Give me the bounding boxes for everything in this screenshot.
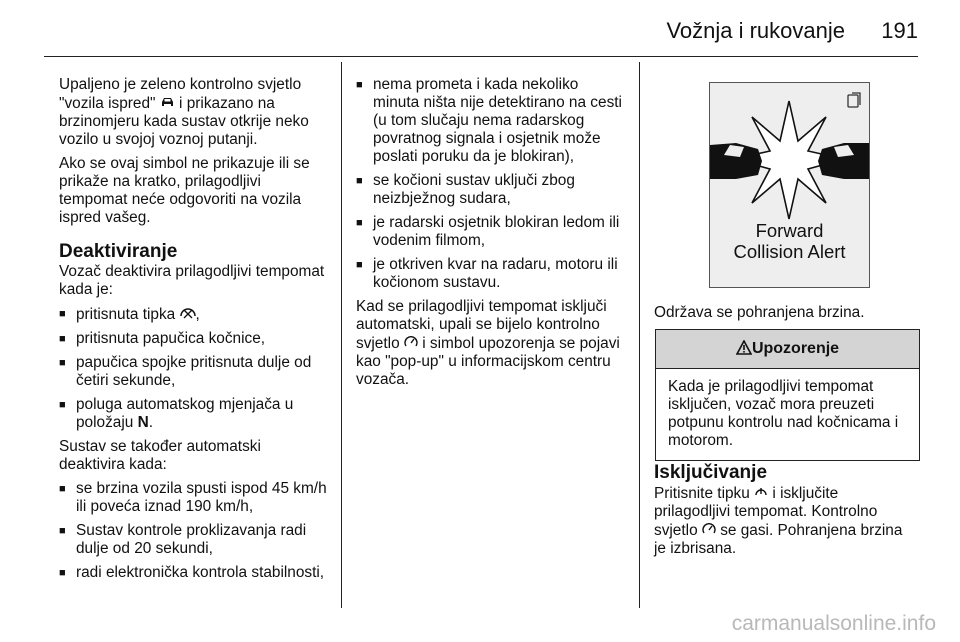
list-item: ■ papučica spojke pritisnuta dulje od četiri sekunde, — [59, 354, 312, 389]
cruise-power-icon — [754, 484, 768, 502]
warning-body: Kada je prilagodljivi tempomat isključen, vozač mora preuzeti potpunu kontrolu nad kočnicama i motorom. — [668, 378, 899, 449]
paragraph: Ako se ovaj simbol ne prikazuje ili se prikaže na kratko, prilagodljivi tempomat neće odgovoriti na vozila ispred vašeg. — [59, 155, 310, 226]
warning-triangle-icon — [736, 340, 752, 357]
gear-letter: N — [137, 414, 149, 431]
bullet-icon: ■ — [59, 483, 66, 495]
bullet-icon: ■ — [59, 399, 66, 411]
section-heading: Deaktiviranje — [59, 241, 178, 262]
paragraph: Vozač deaktivira prilagodljivi tempomat kada je: — [59, 263, 325, 298]
text: Upaljeno je zeleno kontrolno svjetlo "vozila ispred" — [59, 76, 302, 112]
paragraph — [59, 76, 329, 149]
bullet-icon: ■ — [59, 567, 66, 579]
page-header — [0, 0, 960, 62]
bullet-icon: ■ — [356, 79, 363, 91]
bullet-icon: ■ — [59, 333, 66, 345]
info-page-icon — [848, 95, 858, 107]
list-item: ■ se brzina vozila spusti ispod 45 km/h ili poveća iznad 190 km/h, — [59, 480, 327, 515]
paragraph: Sustav se također automatski deaktivira kada: — [59, 438, 261, 473]
car-front-icon — [160, 94, 175, 112]
text: i prikazano na brzinomjeru kada sustav otkrije neko vozilo u svojoj voznoj putanji. — [59, 95, 309, 148]
page-title: Vožnja i rukovanje — [666, 18, 845, 43]
warning-header — [656, 330, 919, 369]
column-divider-1 — [341, 62, 342, 608]
watermark: carmanualsonline.info — [731, 612, 936, 635]
paragraph: Kad se prilagodljivi tempomat isključi automatski, upali se bijelo kontrolno svjetlo i simbol upozorenja se pojavi kao "pop-up" u informacijskom centru vozača. — [356, 298, 620, 388]
list-item: ■ se kočioni sustav uključi zbog neizbježnog sudara, — [356, 172, 575, 207]
figure-caption: Forward Collision Alert — [733, 220, 846, 262]
list-item: ■ nema prometa i kada nekoliko minuta ništa nije detektirano na cesti (u tom slučaju nema radarskog povratnog signala i osjetnik može poslati poruku da je blokiran), — [356, 76, 622, 165]
cruise-cancel-icon — [180, 305, 196, 323]
bullet-list — [59, 480, 329, 582]
bullet-icon: ■ — [356, 259, 363, 271]
section-heading: Isključivanje — [654, 462, 768, 483]
list-item: ■ je radarski osjetnik blokiran ledom ili vodenim filmom, — [356, 214, 620, 249]
column-1 — [59, 76, 329, 588]
list-item: ■ pritisnuta tipka , — [59, 306, 200, 323]
list-item: ■ pritisnuta papučica kočnice, — [59, 330, 266, 347]
paragraph: Pritisnite tipku i isključite prilagodljivi tempomat. Kontrolno svjetlo se gasi. Pohranjena brzina je izbrisana. — [654, 485, 903, 557]
bullet-icon: ■ — [59, 525, 66, 537]
bullet-list — [59, 305, 329, 432]
bullet-list — [356, 76, 628, 292]
list-item: ■ radi elektronička kontrola stabilnosti, — [59, 564, 325, 581]
cruise-control-lamp-icon — [404, 334, 418, 352]
bullet-icon: ■ — [59, 357, 66, 369]
column-divider-2 — [639, 62, 640, 608]
bullet-icon: ■ — [356, 217, 363, 229]
warning-box — [655, 329, 920, 461]
cruise-control-lamp-icon — [702, 521, 716, 539]
list-item: ■ poluga automatskog mjenjača u položaju N. — [59, 396, 294, 431]
column-3-lower — [654, 462, 918, 564]
bullet-icon: ■ — [59, 308, 66, 320]
list-item: ■ Sustav kontrole proklizavanja radi dulje od 20 sekundi, — [59, 522, 307, 557]
list-item: ■ je otkriven kvar na radaru, motoru ili kočionom sustavu. — [356, 256, 618, 291]
warning-title: Upozorenje — [751, 340, 840, 357]
header-rule — [44, 56, 918, 57]
paragraph: Održava se pohranjena brzina. — [654, 304, 865, 321]
page-number: 191 — [881, 18, 918, 43]
bullet-icon: ■ — [356, 175, 363, 187]
forward-collision-alert-figure — [709, 82, 870, 288]
column-2 — [356, 76, 628, 395]
